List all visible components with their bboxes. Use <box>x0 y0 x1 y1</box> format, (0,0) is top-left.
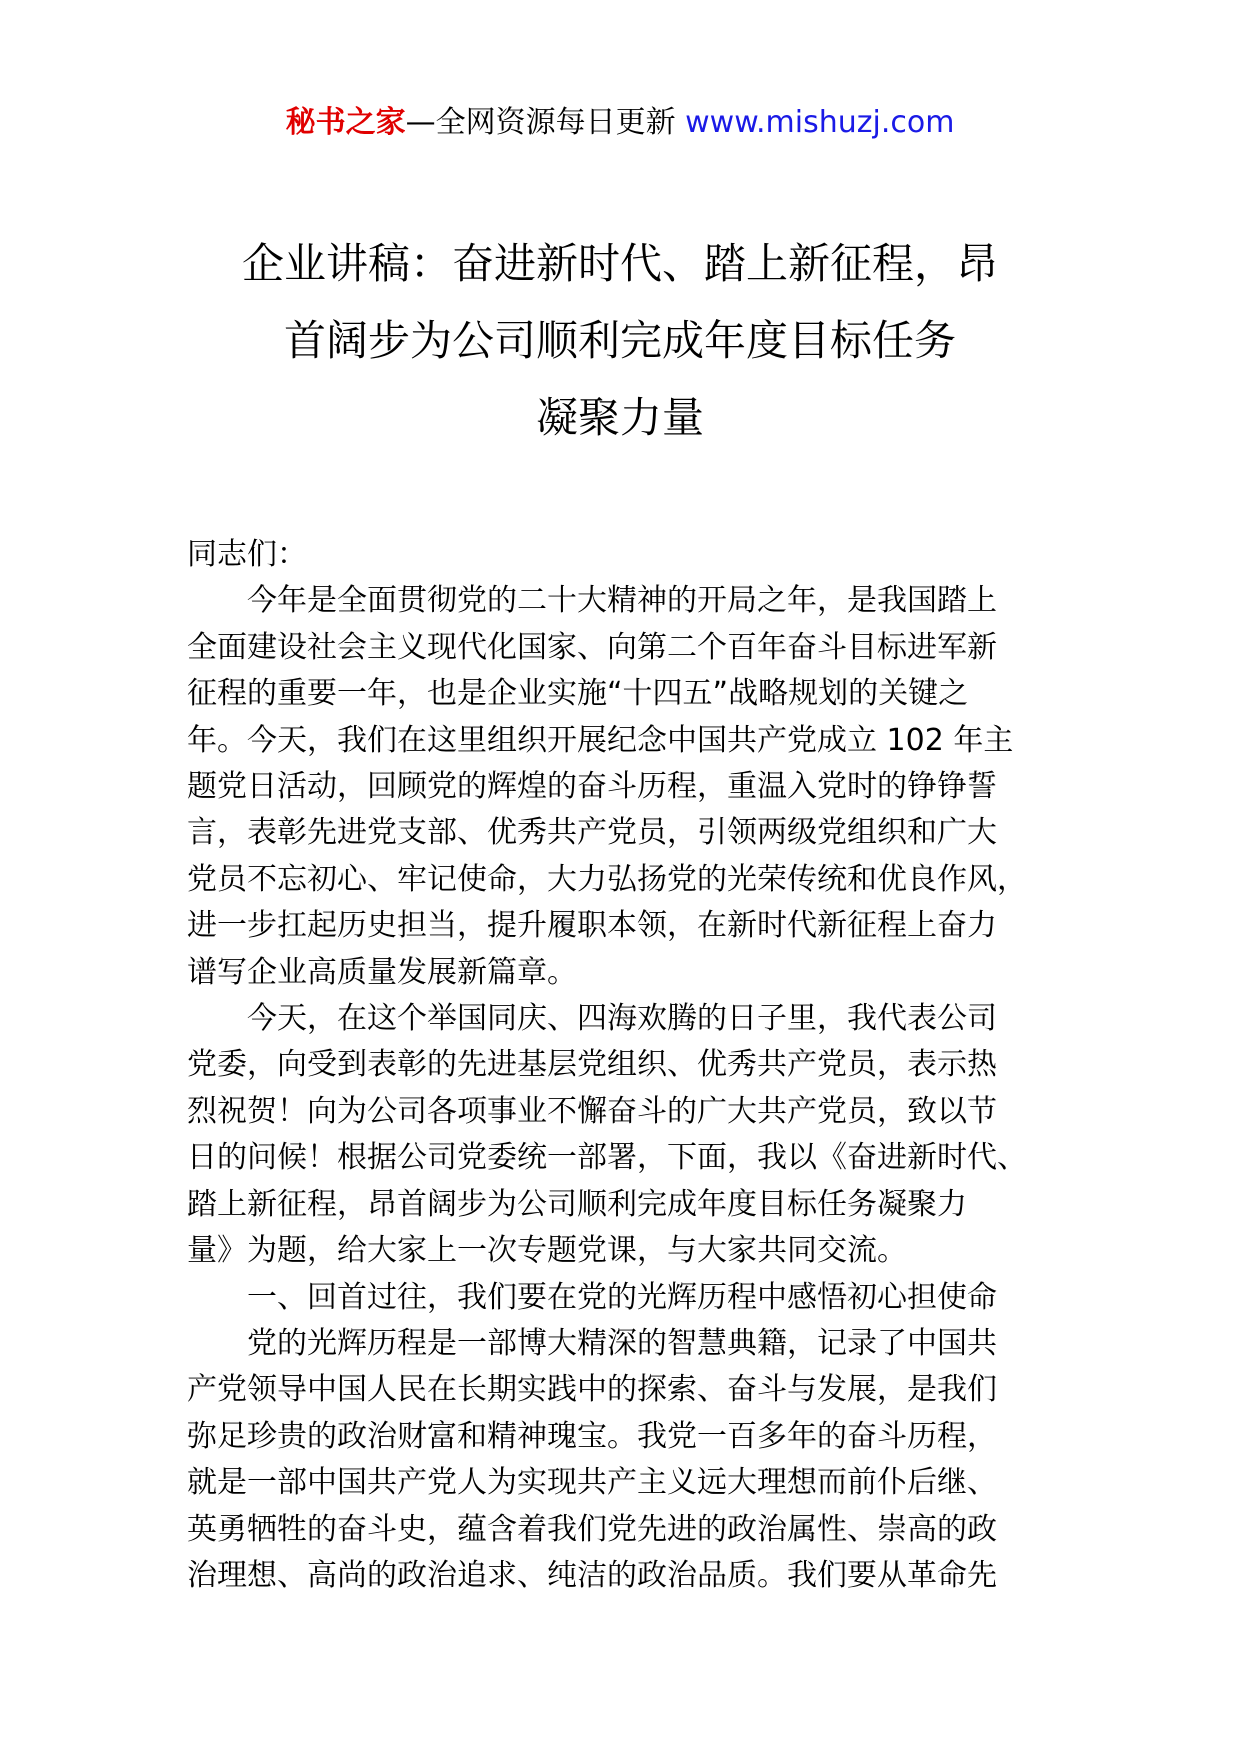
title-line: 首阔步为公司顺利完成年度目标任务 <box>283 316 956 365</box>
document-body <box>187 532 1087 1599</box>
body-line: 党员不忘初心、牢记使命，大力弘扬党的光荣传统和优良作风， <box>187 861 1027 897</box>
body-line: 党的光辉历程是一部博大精深的智慧典籍，记录了中国共 <box>187 1325 997 1361</box>
site-url-link[interactable]: www.mishuzj.com <box>685 105 955 140</box>
body-line: 谱写企业高质量发展新篇章。 <box>187 954 577 990</box>
page-header <box>0 100 1240 146</box>
body-line: 今年是全面贯彻党的二十大精神的开局之年，是我国踏上 <box>187 583 997 619</box>
section-heading: 一、回首过往，我们要在党的光辉历程中感悟初心担使命 <box>187 1279 997 1315</box>
body-line: 进一步扛起历史担当，提升履职本领，在新时代新征程上奋力 <box>187 908 997 944</box>
document-title <box>140 225 1100 456</box>
body-line: 题党日活动，回顾党的辉煌的奋斗历程，重温入党时的铮铮誓 <box>187 769 997 805</box>
body-line: 量》为题，给大家上一次专题党课，与大家共同交流。 <box>187 1233 907 1269</box>
body-line: 踏上新征程，昂首阔步为公司顺利完成年度目标任务凝聚力 <box>187 1186 967 1222</box>
body-line: 今天，在这个举国同庆、四海欢腾的日子里，我代表公司 <box>187 1001 997 1037</box>
body-line: 征程的重要一年，也是企业实施“十四五”战略规划的关键之 <box>187 676 969 712</box>
body-line: 全面建设社会主义现代化国家、向第二个百年奋斗目标进军新 <box>187 629 997 665</box>
body-line: 日的问候！根据公司党委统一部署，下面，我以《奋进新时代、 <box>187 1140 1027 1176</box>
header-tagline: —全网资源每日更新 <box>405 105 686 140</box>
body-line: 英勇牺牲的奋斗史，蕴含着我们党先进的政治属性、崇高的政 <box>187 1511 997 1547</box>
body-line: 言，表彰先进党支部、优秀共产党员，引领两级党组织和广大 <box>187 815 997 851</box>
body-line: 年。今天，我们在这里组织开展纪念中国共产党成立 102 年主 <box>187 722 1014 758</box>
salutation: 同志们： <box>187 537 307 572</box>
body-line: 产党领导中国人民在长期实践中的探索、奋斗与发展，是我们 <box>187 1372 997 1408</box>
body-line: 弥足珍贵的政治财富和精神瑰宝。我党一百多年的奋斗历程， <box>187 1418 997 1454</box>
body-line: 烈祝贺！向为公司各项事业不懈奋斗的广大共产党员，致以节 <box>187 1093 997 1129</box>
body-line: 就是一部中国共产党人为实现共产主义远大理想而前仆后继、 <box>187 1465 997 1501</box>
title-line: 凝聚力量 <box>535 393 704 442</box>
body-line: 党委，向受到表彰的先进基层党组织、优秀共产党员，表示热 <box>187 1047 997 1083</box>
body-line: 治理想、高尚的政治追求、纯洁的政治品质。我们要从革命先 <box>187 1557 997 1593</box>
title-line: 企业讲稿：奋进新时代、踏上新征程，昂 <box>241 239 998 288</box>
brand-name: 秘书之家 <box>285 105 406 140</box>
